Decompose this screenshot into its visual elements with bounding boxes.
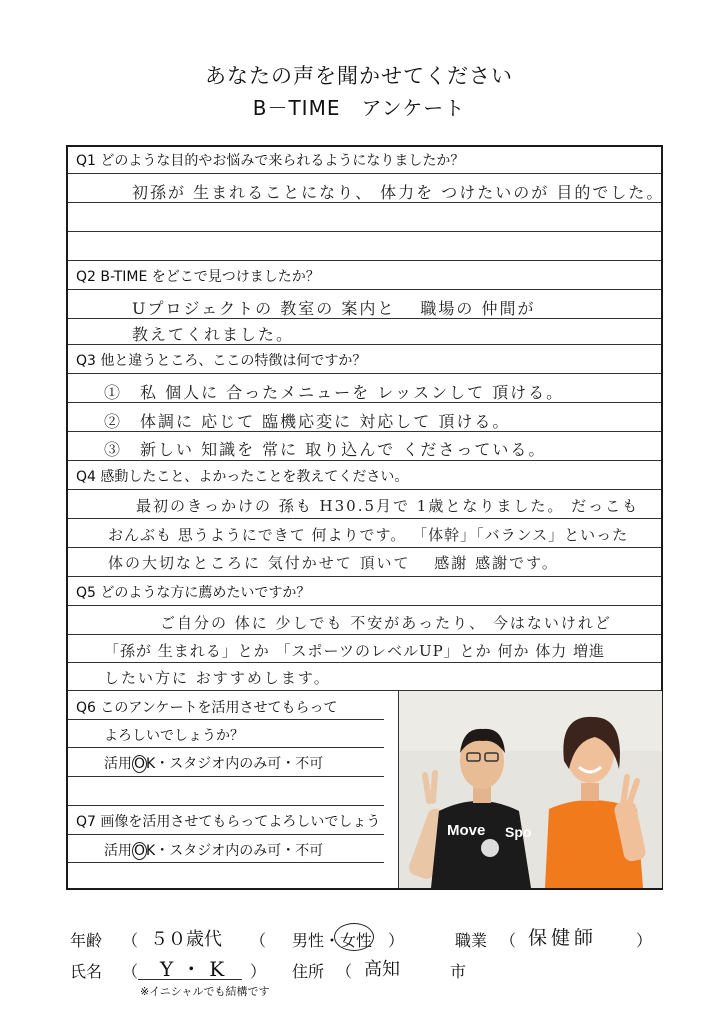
rule: [68, 634, 661, 635]
gender-circle-mark: [334, 923, 374, 951]
answer-2-line-1: Uプロジェクトの 教室の 案内と 職場の 仲間が: [132, 299, 536, 318]
answer-4-line-1: 最初のきっかけの 孫も H30.5月で 1歳となりました。 だっこも: [136, 497, 640, 515]
age-value: ５０歳代: [150, 929, 222, 950]
rule: [68, 862, 384, 863]
answer-3-line-3: ③ 新しい 知識を 常に 取り込んで くださっている。: [104, 440, 547, 459]
shirt-text-spo: Spo: [505, 824, 532, 840]
question-4: Q4 感動したこと、よかったことを教えてください。: [76, 469, 409, 485]
answer-5-line-2: 「孫が 生まれる」とか 「スポーツのレベルUP」とか 何か 体力 増進: [104, 642, 605, 660]
name-value: Y・K: [160, 957, 233, 981]
address-value: 高知: [364, 959, 400, 980]
rule: [68, 260, 661, 261]
rule: [68, 719, 384, 720]
question-1: Q1 どのような目的やお悩みで来られるようになりましたか？: [76, 153, 465, 169]
rule: [68, 805, 384, 806]
question-5: Q5 どのような方に薦めたいですか？: [76, 585, 311, 601]
rule: [68, 173, 661, 174]
job-value: 保健師: [528, 927, 598, 949]
initials-note: ※イニシャルでも結構です: [140, 985, 270, 998]
survey-title: あなたの声を聞かせてください: [205, 64, 513, 88]
name-label: 氏名: [70, 962, 103, 981]
ok-circle-mark: O: [134, 843, 146, 859]
photo-illustration: [399, 691, 662, 888]
rule: [68, 289, 661, 290]
rule: [68, 489, 661, 490]
city-suffix: 市: [450, 962, 467, 981]
rule: [68, 834, 384, 835]
question-6-cont: よろしいでしょうか？: [104, 728, 244, 744]
job-open-paren: （: [500, 931, 517, 950]
consent-prefix: 活用: [104, 843, 132, 859]
answer-1: 初孫が 生まれることになり、 体力を つけたいのが 目的でした。: [132, 183, 665, 202]
answer-2-line-2: 教えてくれました。: [132, 325, 295, 344]
rule: [68, 518, 661, 519]
rule: [68, 373, 661, 374]
consent-rest: K・スタジオ内のみ可・不可: [146, 843, 324, 859]
gender-options: 男性・女性: [292, 931, 373, 950]
job-label: 職業: [455, 931, 488, 950]
ok-circle-mark: O: [134, 756, 146, 772]
answer-5-line-3: したい方に おすすめします。: [104, 669, 331, 687]
rule: [68, 662, 661, 663]
age-label: 年齢: [70, 931, 103, 950]
question-6: Q6 このアンケートを活用させてもらって: [76, 700, 338, 716]
survey-subtitle: B－TIME アンケート: [252, 96, 466, 120]
name-close-paren: ）: [250, 962, 267, 981]
rule: [68, 605, 661, 606]
shirt-text-move: Move: [447, 822, 486, 839]
rule: [68, 576, 661, 577]
answer-4-line-3: 体の大切なところに 気付かせて 頂いて 感謝 感謝です。: [108, 554, 559, 572]
q6-consent-options: [104, 753, 323, 773]
question-3: Q3 他と違うところ、ここの特徴は何ですか？: [76, 353, 367, 369]
rule: [68, 231, 661, 232]
q7-consent-options: [104, 840, 323, 860]
gender-close-paren: ）: [388, 931, 405, 950]
name-open-paren: （: [122, 962, 139, 981]
rule: [68, 747, 384, 748]
answer-5-line-1: ご自分の 体に 少しでも 不安があったり、 今はないけれど: [160, 614, 612, 632]
address-label: 住所: [292, 962, 325, 981]
answer-3-line-2: ② 体調に 応じて 臨機応変に 対応して 頂ける。: [104, 412, 511, 431]
rule: [68, 776, 384, 777]
job-close-paren: ）: [636, 931, 653, 950]
age-open-paren: （: [122, 931, 139, 950]
question-2: Q2 B-TIME をどこで見つけましたか？: [76, 269, 320, 285]
question-7: Q7 画像を活用させてもらってよろしいでしょう: [76, 814, 381, 830]
customer-photo: [398, 691, 662, 888]
name-underline: [138, 979, 242, 980]
consent-prefix: 活用: [104, 756, 132, 772]
answer-3-line-1: ① 私 個人に 合ったメニューを レッスンして 頂ける。: [104, 383, 565, 402]
rule: [68, 547, 661, 548]
answer-4-line-2: おんぶも 思うようにできて 何よりです。 「体幹」「バランス」といった: [108, 526, 629, 544]
rule: [68, 460, 661, 461]
consent-rest: K・スタジオ内のみ可・不可: [146, 756, 324, 772]
age-close-paren: （: [250, 931, 267, 950]
address-open-paren: （: [336, 962, 353, 981]
